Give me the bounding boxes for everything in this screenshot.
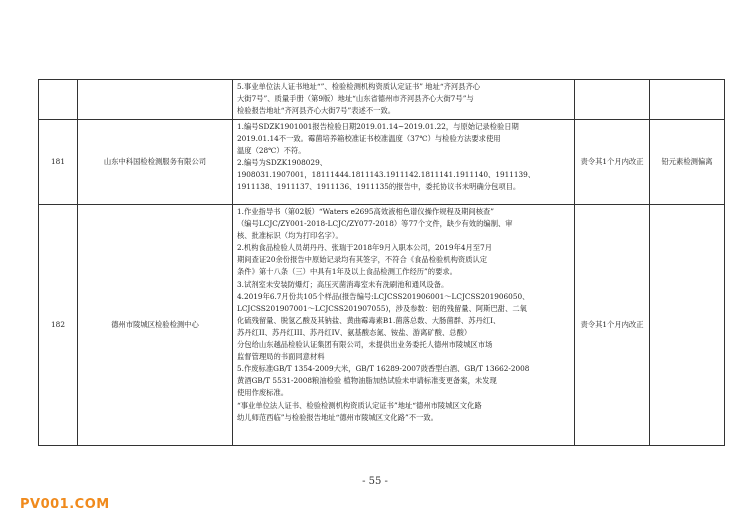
handling-action: 责令其1个月内改正 (575, 120, 650, 205)
issue-line: 黄酒GB/T 5531-2008粮油检验 植物油脂加热试验未申请标准变更备案，未发现 (237, 376, 497, 386)
issue-line: 3.试剂室未安装防爆灯；高压灭菌消毒室未有洗刷池和通风设备。 (237, 279, 449, 289)
issue-line: 大街7号”、质量手册（第9版）地址“山东省德州市齐河县齐心大街7号”与 (237, 94, 474, 104)
issue-line: 幼儿师范西临”与检验报告地址“德州市陵城区文化路”不一致。 (237, 412, 438, 422)
row-number (39, 80, 78, 120)
row-number: 181 (39, 120, 78, 205)
issue-line: 2019.01.14不一致。霉菌培养箱校准证书校准温度（37℃）与检验方法要求使用 (237, 134, 501, 144)
issue-line: 2.机构食品检验人员胡丹丹、张瑞于2018年9月入职本公司，2019年4月至7月 (237, 243, 493, 253)
issue-line: 苏丹红II、苏丹红III、苏丹红IV、氨基酸态氮、铵盐、游离矿酸、总酸） (237, 327, 472, 337)
inspection-table (38, 79, 725, 446)
issue-line: 5.事业单位法人证书地址“”、检验检测机构资质认定证书” 地址“齐河县齐心 (237, 82, 481, 91)
page-number: - 55 - (362, 476, 388, 487)
issue-line: （编号LCJC/ZY001-2018-LCJC/ZY077-2018）等77个文件，缺少有效的编制、审 (237, 219, 513, 229)
issue-line: 核、批准标识（均为打印名字）。 (237, 231, 343, 241)
remark-note: 铅元素检测偏离 (650, 120, 725, 205)
row-number: 182 (39, 205, 78, 446)
issue-line: 1908031.1907001，18111444.1811143.1911142.1811141.1911140、1911139、 (237, 170, 536, 180)
issue-line: LCJCSS201907001～LCJCSS201907055)，涉及参数：铝的残留量、阿斯巴甜、二氧 (237, 303, 527, 313)
issue-line: 化硫残留量、脱氢乙酸及其钠盐、黄曲霉毒素B1.菌落总数、大肠菌群、苏丹红I、 (237, 315, 501, 325)
table-row (39, 120, 725, 205)
issue-line: 4.2019年6.7月份共105个样品(报告编号:LCJCSS201906001～LCJCSS201906050、 (237, 291, 530, 301)
issue-line: 监督管理局的书面同意材料 (237, 352, 325, 362)
remark-note (650, 80, 725, 120)
site-watermark: PV001.COM (20, 497, 110, 512)
table-body (39, 80, 725, 446)
remark-note (650, 205, 725, 446)
issue-line: 1.作业指导书（第02版）“Waters e2695高效液相色谱仪操作规程及期间核查” (237, 207, 495, 216)
organization-name: 山东中科国检检测服务有限公司 (78, 120, 233, 205)
issue-line: 期间查证20余份报告中原始记录均有其签字，不符合《食品检验机构资质认定 (237, 255, 488, 265)
issue-line: “事业单位法人证书、检验检测机构资质认定证书”地址“德州市陵城区文化路 (237, 400, 482, 410)
issue-line: 温度（28℃）不符。 (237, 146, 306, 156)
issue-line: 1911138、1911137、1911136、1911135的报告中，委托协议书未明确分包项目。 (237, 182, 521, 192)
handling-action (575, 80, 650, 120)
issue-line: 使用作废标准。 (237, 388, 289, 398)
issue-line: 5.作废标准GB/T 1354-2009大米，GB/T 16289-2007豉香型白酒、GB/T 13662-2008 (237, 364, 530, 374)
table-row (39, 80, 725, 120)
issue-description (233, 120, 575, 205)
issue-line: 条件》第十八条（三）中具有1年及以上食品检测工作经历”的要求。 (237, 267, 457, 277)
issue-line: 1.编号SDZK1901001报告检验日期2019.01.14~2019.01.22，与原始记录检验日期 (237, 122, 519, 131)
issue-description (233, 205, 575, 446)
issue-line: 分包给山东越品检验认证集团有限公司，未提供出业务委托人德州市陵城区市场 (237, 340, 493, 350)
organization-name: 德州市陵城区检验检测中心 (78, 205, 233, 446)
issue-line: 2.编号为SDZK1908029、 (237, 158, 328, 168)
issue-description (233, 80, 575, 120)
issue-line: 检验报告地址“齐河县齐心大街7号”表述不一致。 (237, 106, 396, 116)
table-row (39, 205, 725, 446)
organization-name (78, 80, 233, 120)
handling-action: 责令其1个月内改正 (575, 205, 650, 446)
